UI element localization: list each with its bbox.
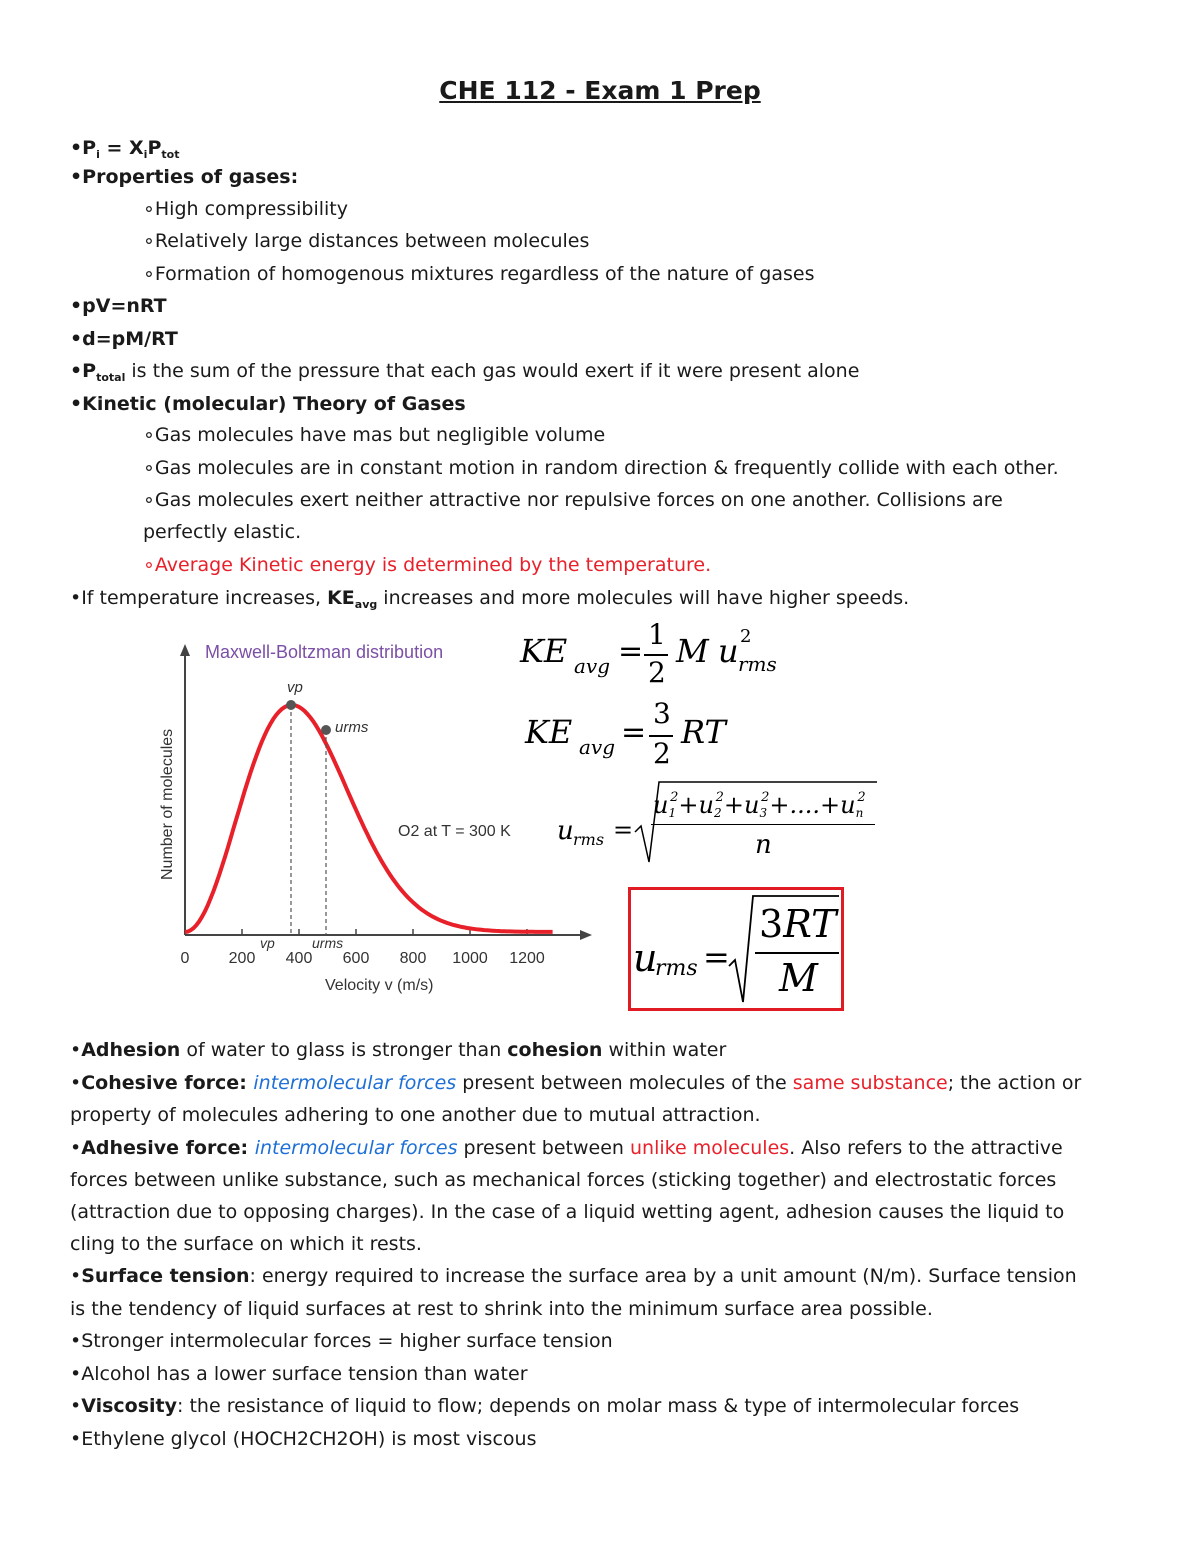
- kinetic-theory-highlight: ∘Average Kinetic energy is determined by the temperature.: [143, 554, 712, 576]
- kinetic-theory-item: ∘Gas molecules have mas but negligible volume: [143, 424, 606, 446]
- cohesive-force-cont: property of molecules adhering to one another due to mutual attraction.: [70, 1104, 761, 1126]
- x-tick-label: 600: [342, 950, 370, 967]
- x-tick-label: 200: [228, 950, 256, 967]
- urms-point: [321, 725, 331, 735]
- adhesive-force-definition: •Adhesive force: intermolecular forces present between unlike molecules. Also refers to the attractive: [70, 1137, 1063, 1159]
- surface-tension-cont: is the tendency of liquid surfaces at rest to shrink into the minimum surface area possible.: [70, 1298, 933, 1320]
- density-formula: •d=pM/RT: [70, 328, 178, 350]
- x-axis-arrow: [580, 930, 592, 940]
- dalton-law: $•P_{total}$ is the sum of the pressure that each gas would exert if it were present alone: [70, 360, 860, 384]
- partial-pressure-formula: $•P_i = X_iP_{tot}$: [70, 137, 180, 161]
- x-tick-label: 1200: [509, 950, 545, 967]
- x-tick-label: 400: [285, 950, 313, 967]
- kinetic-theory-item-cont: perfectly elastic.: [143, 521, 302, 543]
- x-tick-label: 800: [399, 950, 427, 967]
- adhesive-force-cont: (attraction due to opposing charges). In the case of a liquid wetting agent, adhesion causes the liquid to: [70, 1201, 1065, 1223]
- viscosity-definition: •Viscosity: the resistance of liquid to flow; depends on molar mass & type of intermolecular forces: [70, 1395, 1020, 1417]
- property-item: ∘Relatively large distances between molecules: [143, 230, 590, 252]
- y-axis-arrow: [180, 644, 190, 656]
- distribution-curve: [185, 705, 553, 932]
- x-tick-label: 0: [180, 950, 190, 967]
- vp-label: vp: [287, 679, 303, 696]
- adhesive-force-cont: cling to the surface on which it rests.: [70, 1233, 422, 1255]
- kinetic-theory-item: ∘Gas molecules are in constant motion in random direction & frequently collide with each other.: [143, 457, 1059, 479]
- urms-boxed-equation: u rms = 3RT M: [628, 887, 844, 1011]
- surface-tension-note: •Stronger intermolecular forces = higher surface tension: [70, 1330, 613, 1352]
- ke-mass-equation: KE avg = 1 2 M u 2 rms: [520, 618, 777, 689]
- figure-title: Maxwell-Boltzman distribution: [205, 642, 444, 662]
- x-axis-label: Velocity v (m/s): [325, 977, 434, 994]
- ethylene-glycol-note: •Ethylene glycol (HOCH2CH2OH) is most viscous: [70, 1428, 537, 1450]
- vp-axis-label: vp: [260, 935, 275, 951]
- alcohol-note: •Alcohol has a lower surface tension than water: [70, 1363, 528, 1385]
- surface-tension-definition: •Surface tension: energy required to increase the surface area by a unit amount (N/m). Surface tension: [70, 1265, 1077, 1287]
- kinetic-theory-item: ∘Gas molecules exert neither attractive nor repulsive forces on one another. Collisions are: [143, 489, 1003, 511]
- kinetic-theory-heading: •Kinetic (molecular) Theory of Gases: [70, 393, 466, 415]
- adhesive-force-cont: forces between unlike substance, such as mechanical forces (sticking together) and electrostatic forces: [70, 1169, 1057, 1191]
- properties-heading: •Properties of gases:: [70, 166, 299, 188]
- cohesive-force-definition: •Cohesive force: intermolecular forces present between molecules of the same substance; the action or: [70, 1072, 1082, 1094]
- page-title: CHE 112 - Exam 1 Prep: [439, 76, 761, 105]
- adhesion-note: •Adhesion of water to glass is stronger than cohesion within water: [70, 1039, 727, 1061]
- property-item: ∘High compressibility: [143, 198, 348, 220]
- urms-axis-label: urms: [312, 935, 344, 951]
- property-item: ∘Formation of homogenous mixtures regardless of the nature of gases: [143, 263, 815, 285]
- urms-label: urms: [335, 719, 369, 736]
- temperature-annotation: O2 at T = 300 K: [398, 823, 511, 840]
- temperature-note: •If temperature increases, $KE_{avg}$ increases and more molecules will have higher speeds.: [70, 587, 910, 611]
- y-axis-label: Number of molecules: [159, 728, 176, 880]
- ideal-gas-law: •pV=nRT: [70, 295, 167, 317]
- vp-point: [286, 700, 296, 710]
- urms-definition-equation: u rms = $u_1^2+u_2^2+u_3^2+....+u_n^2$ n: [557, 778, 887, 868]
- ke-temperature-equation: KE avg = 3 2 RT: [525, 697, 726, 770]
- x-tick-label: 1000: [452, 950, 488, 967]
